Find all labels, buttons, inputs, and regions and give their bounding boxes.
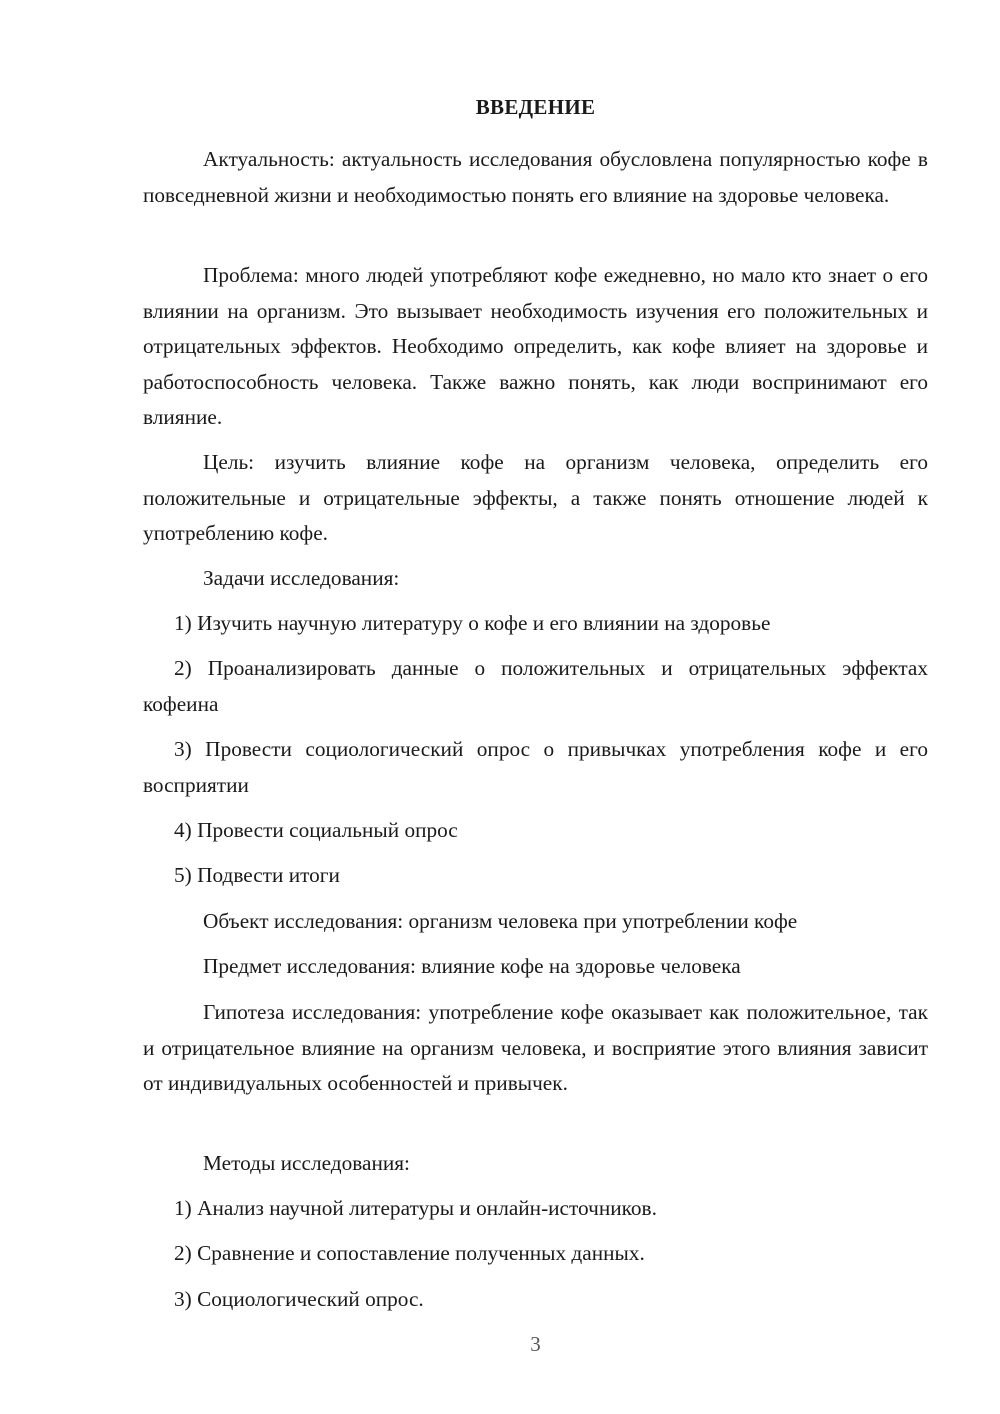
document-page xyxy=(143,0,928,1414)
relevance-paragraph: Актуальность: актуальность исследования обусловлена популярностью кофе в повседневной жизни и необходимостью понять его влияние на здоровье человека. xyxy=(143,147,928,207)
subject-paragraph: Предмет исследования: влияние кофе на здоровье человека xyxy=(203,954,741,978)
task-item-3: 3) Провести социологический опрос о привычках употребления кофе и его восприятии xyxy=(143,737,928,797)
task-item-4: 4) Провести социальный опрос xyxy=(174,818,458,842)
object-paragraph: Объект исследования: организм человека при употреблении кофе xyxy=(203,909,798,933)
method-item-2: 2) Сравнение и сопоставление полученных данных. xyxy=(174,1241,645,1265)
tasks-heading: Задачи исследования: xyxy=(203,566,400,590)
task-item-1: 1) Изучить научную литературу о кофе и его влиянии на здоровье xyxy=(174,611,771,635)
methods-heading: Методы исследования: xyxy=(203,1151,410,1175)
problem-paragraph: Проблема: много людей употребляют кофе ежедневно, но мало кто знает о его влиянии на организм. Это вызывает необходимость изучения его положительных и отрицательных эффектов. Необходимо определить, как кофе влияет на здоровье и работоспособность человека. Также важно понять, как люди воспринимают его влияние. xyxy=(143,263,928,429)
task-item-2: 2) Проанализировать данные о положительных и отрицательных эффектах кофеина xyxy=(143,656,928,716)
page-number: 3 xyxy=(530,1332,541,1356)
method-item-1: 1) Анализ научной литературы и онлайн-источников. xyxy=(174,1196,657,1220)
hypothesis-paragraph: Гипотеза исследования: употребление кофе оказывает как положительное, так и отрицательное влияние на организм человека, и восприятие этого влияния зависит от индивидуальных особенностей и привычек. xyxy=(143,1000,928,1095)
task-item-5: 5) Подвести итоги xyxy=(174,863,340,887)
goal-paragraph: Цель: изучить влияние кофе на организм человека, определить его положительные и отрицательные эффекты, а также понять отношение людей к употреблению кофе. xyxy=(143,450,928,545)
method-item-3: 3) Социологический опрос. xyxy=(174,1287,424,1311)
page-title: ВВЕДЕНИЕ xyxy=(475,95,596,119)
